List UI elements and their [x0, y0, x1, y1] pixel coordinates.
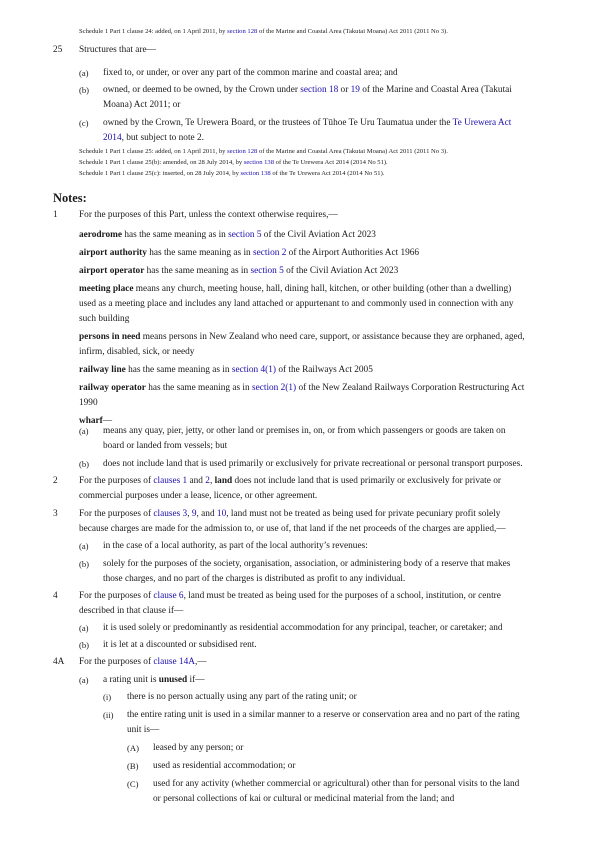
link-section-138[interactable]: section 138: [240, 170, 271, 177]
history-note: Schedule 1 Part 1 clause 25(b): amended, on 28 July 2014, by section 138 of the Te Urewera Act 2014 (2014 No 51).: [79, 159, 388, 166]
note-4-text-cont: described in that clause if—: [79, 606, 184, 616]
note-4-a-text: it is used solely or predominantly as residential accommodation for any principal, teacher, or caretaker; and: [103, 623, 503, 633]
definition-railway-operator: railway operator has the same meaning as in section 2(1) of the New Zealand Railways Corporation Restructuring Act: [79, 383, 525, 393]
link-section-4-1[interactable]: section 4(1): [231, 365, 277, 375]
definition-meeting-place-cont: such building: [79, 314, 130, 324]
paragraph-label: (b): [79, 85, 90, 95]
definition-persons-in-need: persons in need means persons in New Zealand who need care, support, or assistance because they are orphaned, aged,: [79, 332, 525, 342]
clause-25-c-text-cont: 2014, but subject to note 2.: [103, 133, 204, 143]
note-number-2: 2: [53, 476, 58, 486]
subsubparagraph-label: (A): [127, 743, 139, 753]
note-number-4a: 4A: [53, 657, 65, 667]
link-section-128[interactable]: section 128: [227, 28, 258, 35]
paragraph-label: (a): [79, 426, 89, 436]
link-section-2[interactable]: section 2: [253, 248, 287, 258]
link-te-urewera-act-year[interactable]: 2014: [103, 133, 122, 143]
paragraph-label: (b): [79, 459, 90, 469]
subsubparagraph-label: (B): [127, 761, 139, 771]
link-section-2-1[interactable]: section 2(1): [252, 383, 297, 393]
definition-railway-operator-cont: 1990: [79, 398, 98, 408]
note-number-1: 1: [53, 210, 58, 220]
clause-25-c-text: owned by the Crown, Te Urewera Board, or the trustees of Tūhoe Te Uru Taumatua under the Te Urewera Act: [103, 118, 512, 128]
link-section-138[interactable]: section 138: [243, 159, 275, 166]
note-4a-B-text: used as residential accommodation; or: [153, 761, 296, 771]
link-clauses-1[interactable]: clauses 1: [153, 476, 188, 486]
note-2-text: For the purposes of clauses 1 and 2, land does not include land that is used primarily or exclusively for private or: [79, 476, 501, 486]
note-4a-A-text: leased by any person; or: [153, 743, 244, 753]
link-section-19[interactable]: 19: [350, 85, 360, 95]
subparagraph-label: (i): [103, 692, 112, 702]
wharf-a-text-cont: board or landed from vessels; but: [103, 441, 228, 451]
note-4a-a-text: a rating unit is unused if—: [103, 675, 205, 685]
link-clause-14a[interactable]: clause 14A: [153, 657, 195, 667]
definition-wharf: wharf—: [79, 416, 113, 426]
link-section-128[interactable]: section 128: [227, 148, 258, 155]
note-4a-i-text: there is no person actually using any part of the rating unit; or: [127, 692, 357, 702]
note-1-intro: For the purposes of this Part, unless the context otherwise requires,—: [79, 210, 338, 220]
link-clause-2[interactable]: 2: [205, 476, 210, 486]
link-section-5[interactable]: section 5: [228, 230, 262, 240]
note-4-text: For the purposes of clause 6, land must be treated as being used for the purposes of a school, institution, or centre: [79, 591, 501, 601]
note-4a-ii-text: the entire rating unit is used in a similar manner to a reserve or conservation area and no part of the rating: [127, 710, 520, 720]
history-note: Schedule 1 Part 1 clause 25(c): inserted, on 28 July 2014, by section 138 of the Te Urewera Act 2014 (2014 No 51).: [79, 170, 385, 177]
link-section-18[interactable]: section 18: [300, 85, 339, 95]
note-3-b-text: solely for the purposes of the society, organisation, association, or administering body of a reserve that makes: [103, 559, 511, 569]
link-clause-10[interactable]: 10: [216, 509, 227, 519]
wharf-b-text: does not include land that is used primarily or exclusively for private recreational or personal transport purposes.: [103, 459, 523, 469]
note-4-b-text: it is let at a discounted or subsidised rent.: [103, 640, 257, 650]
note-3-a-text: in the case of a local authority, as part of the local authority’s revenues:: [103, 541, 368, 551]
definition-aerodrome: aerodrome has the same meaning as in section 5 of the Civil Aviation Act 2023: [79, 230, 376, 240]
notes-heading: Notes:: [53, 191, 87, 205]
note-2-text-cont: commercial purposes under a lease, licence, or other agreement.: [79, 491, 318, 501]
paragraph-label: (a): [79, 541, 89, 551]
subsubparagraph-label: (C): [127, 779, 139, 789]
clause-25-b-text-cont: Moana) Act 2011; or: [103, 100, 181, 110]
note-4a-text: For the purposes of clause 14A,—: [79, 657, 207, 667]
definition-meeting-place-cont: used as a meeting place and includes any land attached or appurtenant to and commonly used in connection with any: [79, 299, 514, 309]
clause-25-b-text: owned, or deemed to be owned, by the Crown under section 18 or 19 of the Marine and Coastal Area (Takutai: [103, 85, 512, 95]
link-te-urewera-act[interactable]: Te Urewera Act: [452, 118, 512, 128]
paragraph-label: (b): [79, 559, 90, 569]
history-note: Schedule 1 Part 1 clause 25: added, on 1 April 2011, by section 128 of the Marine and Coastal Area (Takutai Moana) Act 2011 (2011 No 3).: [79, 148, 448, 155]
wharf-a-text: means any quay, pier, jetty, or other land or premises in, on, or from which passengers or goods are taken on: [103, 426, 506, 436]
paragraph-label: (a): [79, 623, 89, 633]
paragraph-label: (a): [79, 675, 89, 685]
clause-number-25: 25: [53, 45, 63, 55]
link-clauses-3[interactable]: clauses 3: [153, 509, 188, 519]
definition-railway-line: railway line has the same meaning as in section 4(1) of the Railways Act 2005: [79, 365, 373, 375]
note-4a-C-text: used for any activity (whether commercial or agricultural) other than for personal visits to the land: [153, 779, 520, 789]
paragraph-label: (a): [79, 68, 89, 78]
clause-25-a-text: fixed to, or under, or over any part of the common marine and coastal area; and: [103, 68, 398, 78]
link-section-5[interactable]: section 5: [250, 266, 284, 276]
paragraph-label: (c): [79, 118, 89, 128]
subparagraph-label: (ii): [103, 710, 114, 720]
note-number-3: 3: [53, 509, 58, 519]
note-number-4: 4: [53, 591, 58, 601]
link-clause-6[interactable]: clause 6: [153, 591, 184, 601]
note-4a-ii-text-cont: unit is—: [127, 725, 160, 735]
definition-airport-operator: airport operator has the same meaning as in section 5 of the Civil Aviation Act 2023: [79, 266, 399, 276]
definition-airport-authority: airport authority has the same meaning as in section 2 of the Airport Authorities Act 1966: [79, 248, 420, 258]
note-4a-C-text-cont: or personal collections of kai or cultural or medicinal material from the land; and: [153, 794, 455, 804]
history-note-clause-24: Schedule 1 Part 1 clause 24: added, on 1 April 2011, by section 128 of the Marine and Coastal Area (Takutai Moana) Act 2011 (2011 No 3).: [79, 28, 448, 35]
clause-25-intro: Structures that are—: [79, 45, 156, 55]
note-3-text: For the purposes of clauses 3, 9, and 10, land must not be treated as being used for private pecuniary profit solely: [79, 509, 501, 519]
paragraph-label: (b): [79, 640, 90, 650]
note-3-b-text-cont: those charges, and no part of the charges is distributed as profit to any individual.: [103, 574, 406, 584]
link-clause-9[interactable]: 9: [191, 509, 197, 519]
definition-persons-in-need-cont: infirm, disabled, sick, or needy: [79, 347, 195, 357]
definition-meeting-place: meeting place means any church, meeting house, hall, dining hall, kitchen, or other building (other than a dwelling): [79, 284, 512, 294]
note-3-text-cont: because charges are made for the admission to, or use of, that land if the net proceeds of the charges are applied,—: [79, 524, 506, 534]
